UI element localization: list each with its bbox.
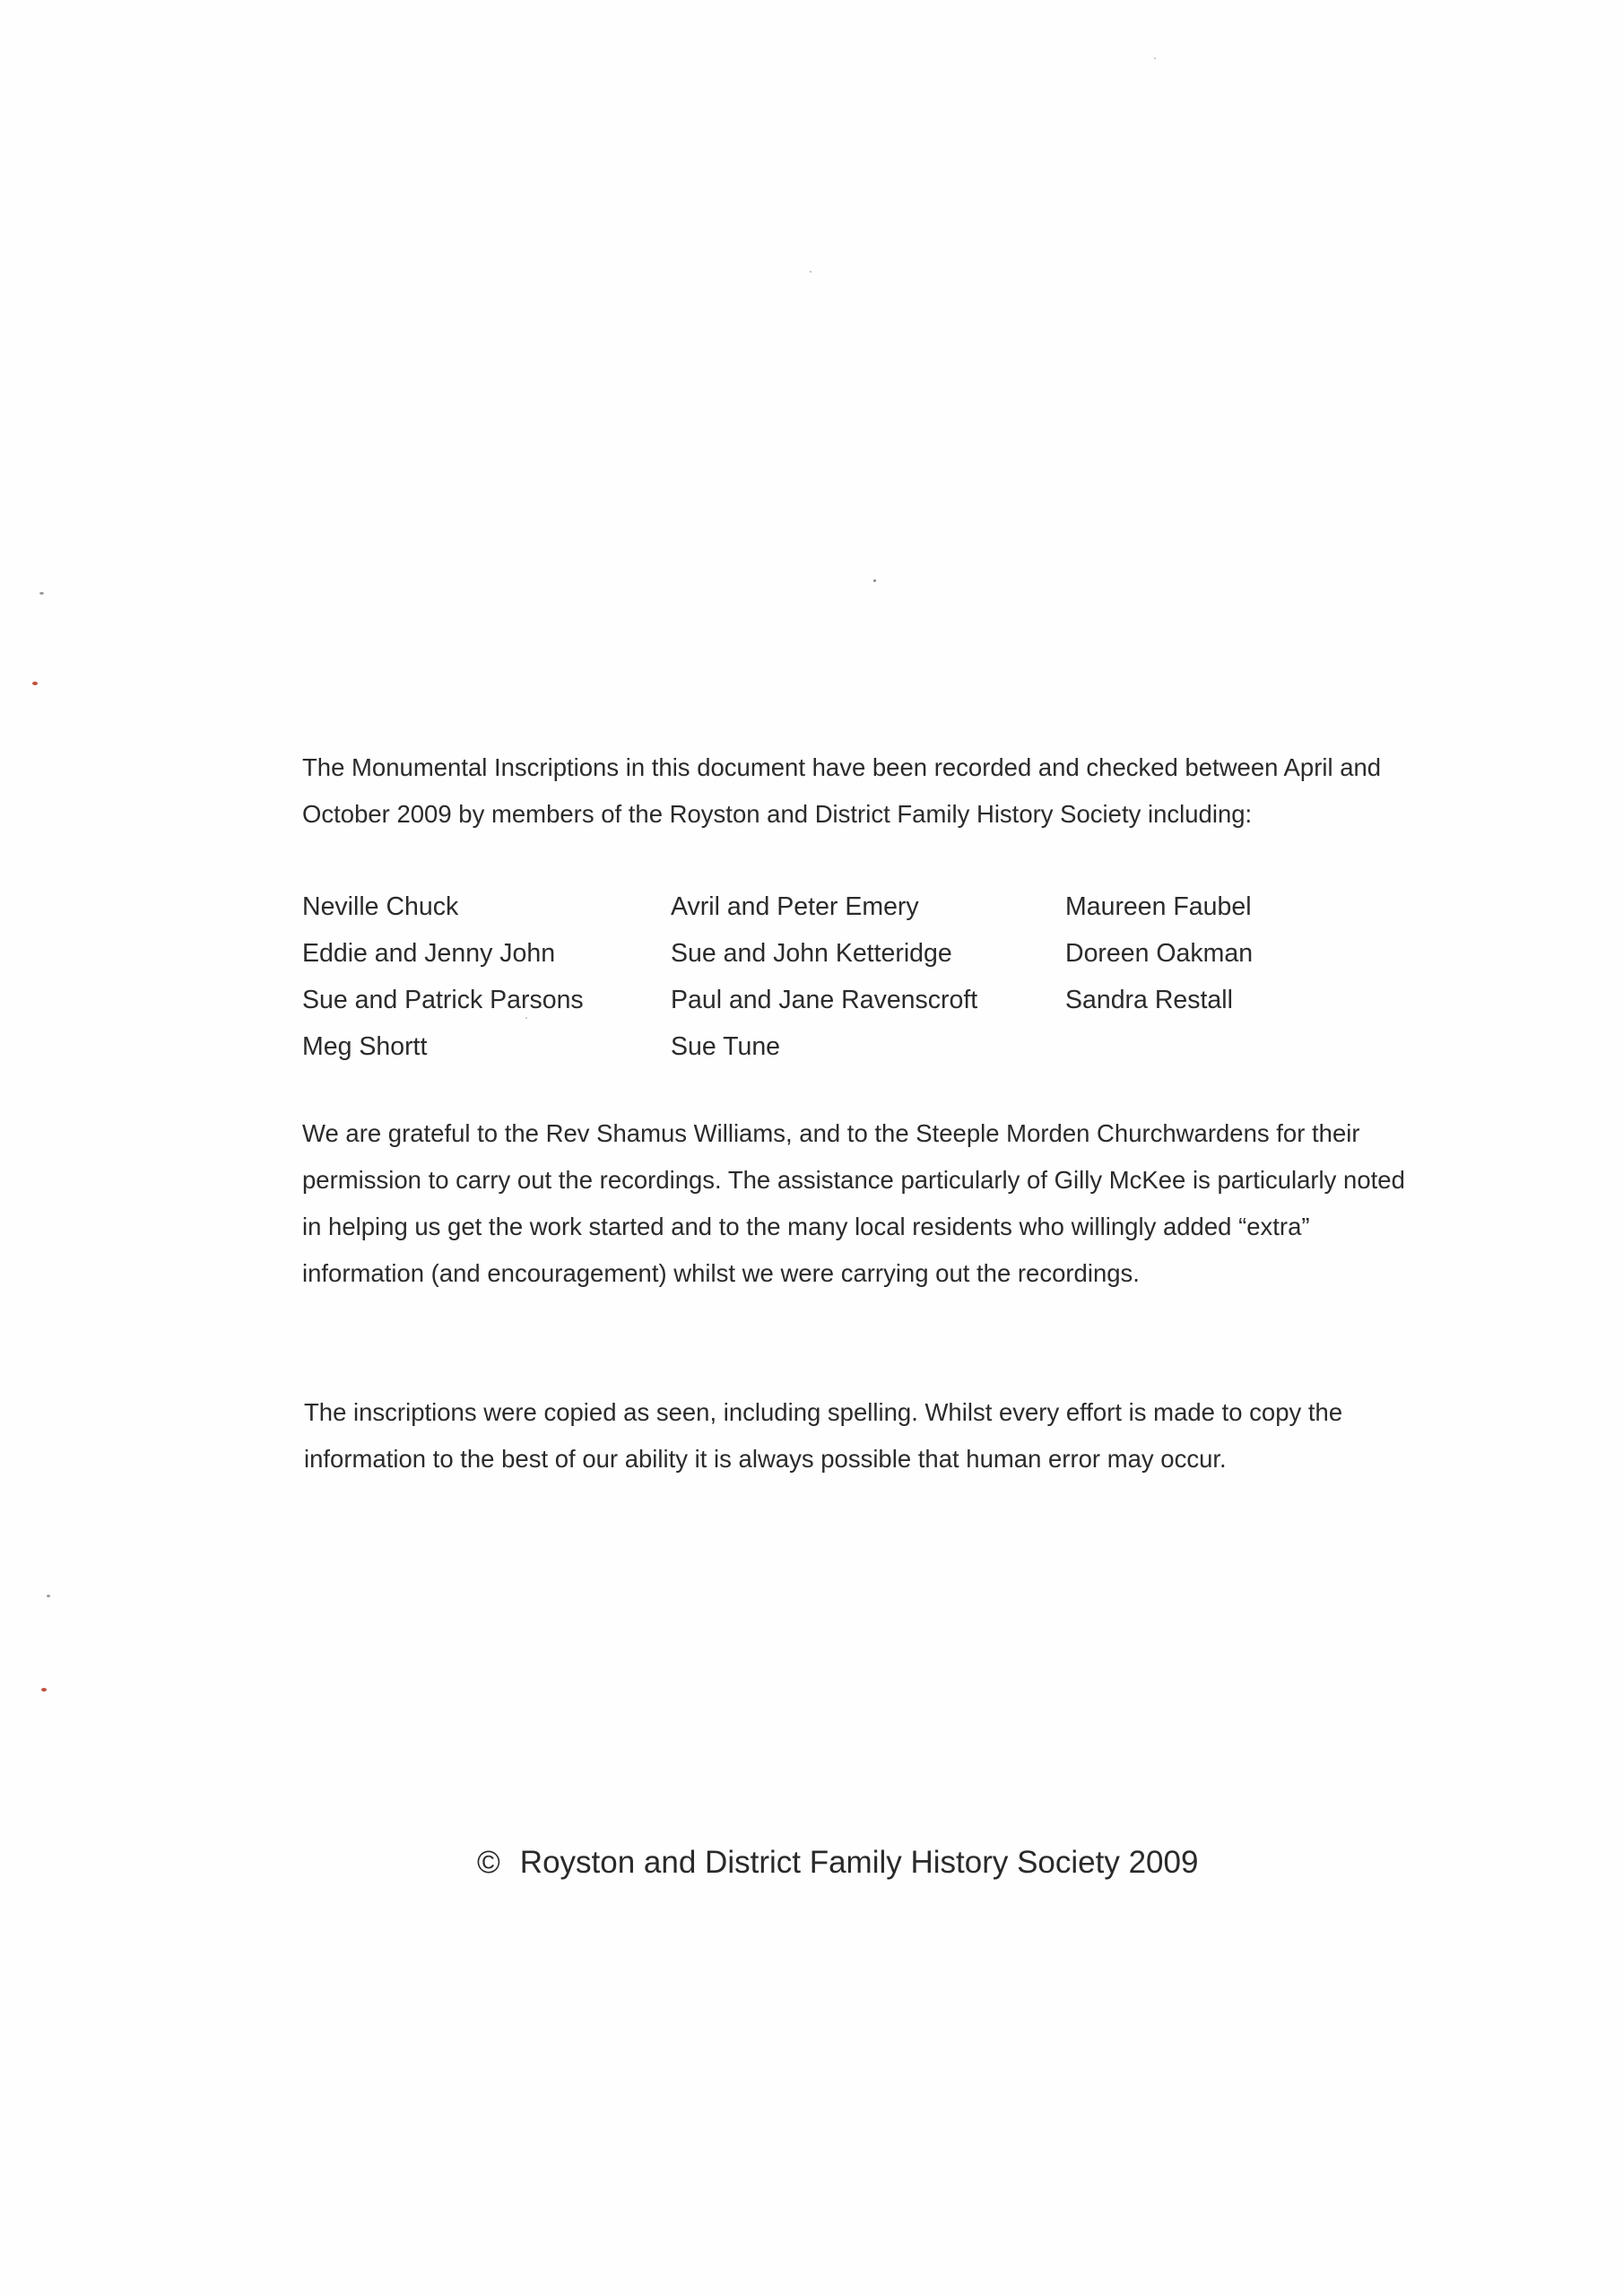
scan-speck xyxy=(810,271,812,273)
recorders-row xyxy=(302,1023,1414,1070)
recorder-name: Eddie and Jenny John xyxy=(302,939,556,968)
scan-speck xyxy=(32,682,38,685)
recorder-name: Avril and Peter Emery xyxy=(671,892,919,921)
recorders-list xyxy=(302,883,1414,1070)
recorder-name: Sandra Restall xyxy=(1065,986,1233,1014)
recorders-row xyxy=(302,977,1414,1023)
recorder-name: Doreen Oakman xyxy=(1065,939,1254,968)
recorder-name: Paul and Jane Ravenscroft xyxy=(671,986,978,1014)
recorders-row xyxy=(302,883,1414,930)
scan-speck xyxy=(873,579,876,582)
recorder-name: Sue and John Ketteridge xyxy=(671,939,952,968)
recorders-row xyxy=(302,930,1414,977)
recorder-name: Neville Chuck xyxy=(302,892,459,921)
copyright-icon: © xyxy=(477,1845,500,1880)
accuracy-note-paragraph: The inscriptions were copied as seen, including spelling. Whilst every effort is made to copy the information to the best of our ability it is always possible that human error may occur. xyxy=(304,1398,1343,1473)
recorder-name: Sue and Patrick Parsons xyxy=(302,986,584,1014)
intro-paragraph: The Monumental Inscriptions in this document have been recorded and checked between April and October 2009 by members of the Royston and District Family History Society including: xyxy=(302,753,1382,828)
scan-speck xyxy=(47,1595,50,1597)
scan-speck xyxy=(1154,57,1156,59)
recorder-name: Maureen Faubel xyxy=(1065,892,1252,921)
copyright-text: Royston and District Family History Society 2009 xyxy=(519,1845,1199,1880)
recorder-name: Meg Shortt xyxy=(302,1032,428,1061)
copyright-line xyxy=(477,1840,1284,1885)
recorder-name: Sue Tune xyxy=(671,1032,781,1061)
acknowledgement-paragraph: We are grateful to the Rev Shamus Williams, and to the Steeple Morden Churchwardens for their permission to carry out the recordings. The assistance particularly of Gilly McKee is particularly noted in helping us get the work started and to the many local residents who willingly added “extra” information (and encouragement) whilst we were carrying out the recordings. xyxy=(302,1119,1405,1287)
scan-speck xyxy=(39,592,44,595)
scan-speck xyxy=(41,1688,47,1692)
